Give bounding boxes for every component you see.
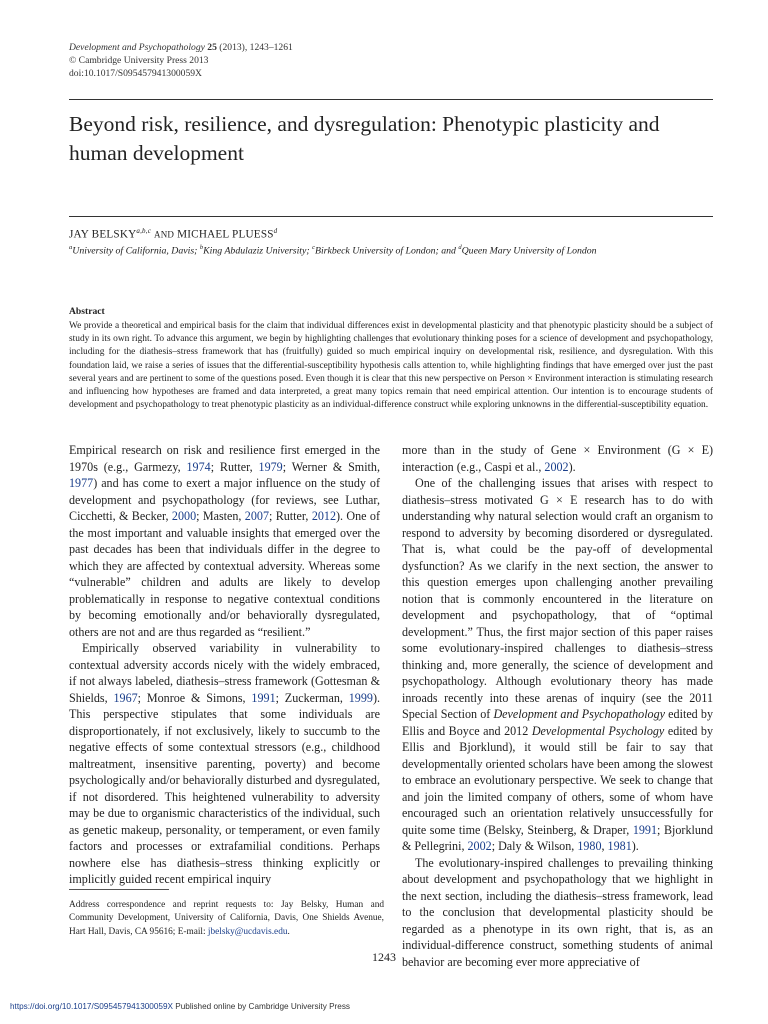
author-line (69, 227, 277, 241)
affil-mark-c: c (312, 244, 315, 251)
author-2: MICHAEL PLUESS (177, 228, 274, 241)
text-run: ; Monroe & Simons, (137, 690, 252, 705)
footer-text: Published online by Cambridge University Press (172, 1002, 351, 1011)
paragraph (402, 442, 713, 475)
text-run: Empirical research on risk and resilience first emerged in the 1970s (e.g., Garmezy, (69, 443, 380, 474)
citation-link[interactable]: 2002 (544, 459, 569, 474)
author-1-affil-marks: a,b,c (136, 227, 151, 235)
journal-header (69, 41, 293, 80)
text-run: ). This perspective stipulates that some individuals are disproportionately, if not exclusively, likely to succumb to the negative effects of some contextual stressors (e.g., childhood maltreatment, insensitive parenting, poverty) and become psychologically and/or behaviorally disturbed and dysregulated, if not disordered. This heightened vulnerability to adversity may be due to organismic characteristics of the individual, such as genetic makeup, personality, or temperament, or even family factors and processes or extrafamilial conditions. Perhaps nowhere else has diathesis–stress thinking explicitly or implicitly guided recent empirical inquiry (69, 690, 380, 886)
text-run: more than in the study of Gene × Environment (G × E) interaction (e.g., Caspi et al., (402, 443, 713, 474)
text-run: , (601, 839, 608, 853)
citation-link[interactable]: 2012 (311, 509, 336, 523)
text-run: ). One of the most important and valuable insights that emerged over the past decades has been that individuals differ in the degree to which they are affected by contextual adversity. Whereas some “vulnerable” children and adults are likely to develop problematically in response to negative contextual conditions by becoming emotionally and/or behaviorally dysregulated, others are not and are thus regarded as “resilient.” (69, 509, 380, 639)
citation-link[interactable]: 1999 (348, 690, 373, 705)
affiliations (69, 244, 597, 256)
citation-link[interactable]: 1974 (186, 459, 211, 474)
text-run: ) and has come to exert a major influence on the study of development and psychopathology (for reviews, see Luthar, Cicchetti, & Becker, (69, 476, 380, 523)
article-title: Beyond risk, resilience, and dysregulation: Phenotypic plasticity and human development (69, 112, 660, 165)
citation-link[interactable]: 2002 (467, 839, 492, 853)
footnote-end: . (287, 926, 290, 937)
text-run: ; Daly & Wilson, (491, 839, 578, 853)
text-run: ). (568, 459, 576, 474)
affil-mark-b: b (199, 244, 204, 251)
text-run: edited by Ellis and Boyce and 2012 (402, 707, 713, 738)
text-run: Empirically observed variability in vulnerability to contextual adversity accords nicely with the widely embraced, if not always labeled, diathesis–stress framework (Gottesman & Shields, (69, 641, 380, 705)
citation-link[interactable]: 2000 (171, 509, 197, 523)
text-run: ; Masten, (196, 509, 245, 523)
citation-link[interactable]: 1979 (258, 459, 283, 474)
text-run: ; Rutter, (210, 459, 259, 474)
text-run: edited by Ellis and Bjorklund), it would still be fair to say that developmentally oriented scholars have been among the slowest to embrace an evolutionary perspective. We seek to change that and join the limited company of others, some of whom have encouraged such an orientation relatively unsuccessfully for quite some time (Belsky, Steinberg, & Draper, (402, 723, 713, 837)
paragraph (69, 640, 380, 888)
journal-title-italic: Development and Psychopathology (493, 707, 666, 721)
paragraph (69, 442, 380, 640)
paragraph (402, 475, 713, 855)
author-2-affil-marks: d (273, 227, 278, 235)
affil-mark-d: d (458, 244, 462, 251)
citation-link[interactable]: 1981 (607, 839, 632, 853)
journal-name: Development and Psychopathology (69, 42, 205, 53)
footnote-text: Address correspondence and reprint requests to: Jay Belsky, Human and Community Development, University of California, Davis, One Shields Avenue, Hart Hall, Davis, CA 95616; E-mail: (69, 900, 384, 937)
affil-a: University of California, Davis; (72, 245, 200, 257)
citation-link[interactable]: 1977 (69, 476, 94, 490)
text-run: ; Werner & Smith, (282, 459, 380, 474)
affil-mark-a: a (69, 244, 73, 251)
affil-d: Queen Mary University of London (461, 245, 597, 257)
title-rule (69, 216, 713, 217)
citation-link[interactable]: 1967 (113, 690, 138, 705)
body-column-left (69, 442, 380, 888)
correspondence-footnote (69, 899, 384, 939)
doi-link[interactable]: https://doi.org/10.1017/S095457941300059X (10, 1002, 173, 1011)
citation-link[interactable]: 1980 (577, 839, 602, 853)
journal-title-italic: Developmental Psychology (531, 723, 665, 738)
year-pages: (2013), 1243–1261 (219, 42, 293, 53)
body-column-right (402, 442, 713, 970)
text-run: ; Bjorklund & Pellegrini, (402, 822, 713, 853)
text-run: ; Zuckerman, (275, 690, 349, 705)
text-run: One of the challenging issues that arises with respect to diathesis–stress motivated G × E research has to do with understanding why natural selection would craft an organism to respond to adversity by becoming disordered or dysregulated. That is, what could be the pay-off of developmental dysfunction? As we clarify in the next section, the answer to this question emerges upon challenging another prevailing notion that is commonly encountered in the literature on development and psychopathology, that of “optimal development.” Thus, the first major section of this paper raises some evolutionary-inspired challenges to diathesis–stress thinking and, more generally, the science of development and psychopathology. Although evolutionary theory has made inroads recently into these arenas of inquiry (see the 2011 Special Section of (402, 476, 713, 721)
page-number: 1243 (372, 950, 396, 964)
affil-c: Birkbeck University of London; and (314, 245, 459, 257)
author-1: JAY BELSKY (69, 228, 137, 241)
abstract-text: We provide a theoretical and empirical basis for the claim that individual differences exist in developmental plasticity and that phenotypic plasticity should be a subject of study in its own right. To advance this argument, we begin by highlighting challenges that evolutionary thinking poses for a science of development and psychopathology, including for the diathesis–stress framework that has (fruitfully) guided so much empirical inquiry on developmental risk, resilience, and dysregulation. With this foundation laid, we raise a series of issues that the differential-susceptibility hypothesis calls attention to, while highlighting findings that have emerged over just the past several years and are pertinent to some of the questions posed. Even though it is clear that this new perspective on Person × Environment interaction is stimulating research and influencing how hypotheses are framed and data interpreted, a great many topics remain that need empirical attention. Our intention is to encourage students of development and psychopathology to treat phenotypic plasticity as an individual-difference construct while exploring unknowns in the differential-susceptibility equation. (69, 321, 713, 411)
abstract-heading: Abstract (69, 306, 105, 317)
affil-b: King Abdulaziz University; (203, 245, 313, 257)
text-run: ). (631, 839, 639, 853)
citation-link[interactable]: 1991 (632, 822, 657, 837)
author-and: AND (154, 229, 175, 240)
citation-link[interactable]: 2007 (244, 509, 269, 523)
copyright-line: © Cambridge University Press 2013 (69, 55, 209, 66)
citation-link[interactable]: 1991 (251, 690, 276, 705)
email-link[interactable]: jbelsky@ucdavis.edu (207, 926, 288, 937)
doi-line: doi:10.1017/S095457941300059X (69, 68, 202, 79)
publisher-footer (10, 1002, 350, 1011)
header-rule (69, 99, 713, 100)
journal-citation-line (69, 41, 293, 54)
volume-number: 25 (207, 42, 217, 53)
footnote-rule (69, 889, 169, 890)
text-run: ; Rutter, (268, 509, 312, 523)
text-run: The evolutionary-inspired challenges to prevailing thinking about development and psychopathology that we highlight in the next section, including the diathesis–stress framework, lead to the conclusion that developmental plasticity should be regarded as a phenotype in its own right, that is, as an individual-difference construct, something students of animal behavior are becoming ever more appreciative of (402, 855, 713, 969)
